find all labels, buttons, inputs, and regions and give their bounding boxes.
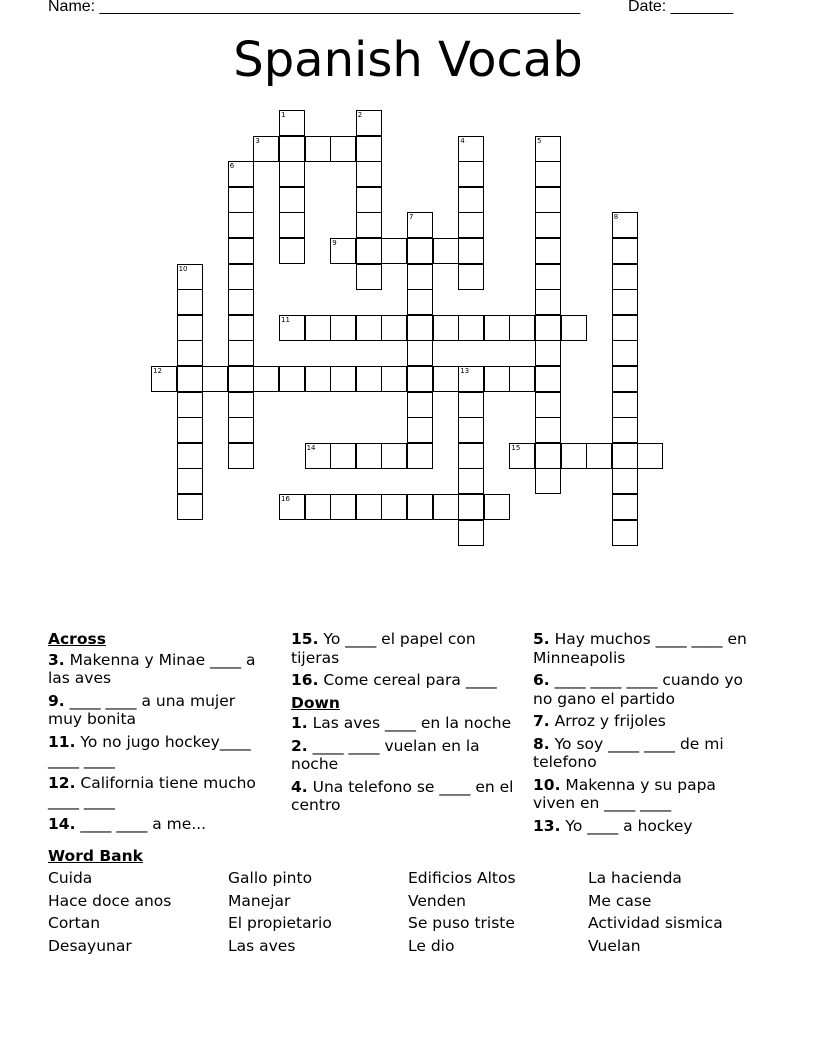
- clue-text: Makenna y Minae ____ a las aves: [48, 650, 256, 687]
- clue-down-10: [533, 776, 758, 813]
- clue-number: 13.: [533, 816, 561, 835]
- clue-text: Yo ____ el papel con tijeras: [291, 630, 476, 667]
- crossword-cell: [177, 392, 203, 418]
- word-bank-item: Las aves: [228, 936, 296, 955]
- crossword-cell: [279, 161, 305, 187]
- crossword-cell: [356, 238, 382, 264]
- crossword-cell: [407, 494, 433, 520]
- crossword-cell: [612, 315, 638, 341]
- crossword-cell: [279, 366, 305, 392]
- crossword-cell: [407, 443, 433, 469]
- crossword-cell: [228, 161, 254, 187]
- word-bank-item: Vuelan: [588, 936, 641, 955]
- crossword-cell: [612, 443, 638, 469]
- clue-text: Arroz y frijoles: [554, 712, 666, 730]
- crossword-cell: [177, 443, 203, 469]
- clue-text: Yo ____ a hockey: [565, 816, 693, 835]
- crossword-cell: [279, 494, 305, 520]
- clue-across-12: [48, 774, 273, 811]
- word-bank: [48, 869, 768, 955]
- clues-column-3: [533, 630, 758, 839]
- clue-number: 9.: [48, 691, 65, 710]
- clue-text: Yo no jugo hockey____ ____ ____: [48, 732, 251, 769]
- crossword-cell: [177, 366, 203, 392]
- crossword-cell: [433, 366, 459, 392]
- crossword-cell: [381, 366, 407, 392]
- crossword-cell: [484, 315, 510, 341]
- clue-number: 10.: [533, 775, 561, 794]
- crossword-cell: [177, 340, 203, 366]
- crossword-cell: [433, 238, 459, 264]
- clue-number-label: 5: [537, 136, 542, 145]
- crossword-cell: [381, 238, 407, 264]
- clue-text: Makenna y su papa viven en ____ ____: [533, 775, 716, 812]
- crossword-cell: [637, 443, 663, 469]
- word-bank-item: Venden: [408, 891, 466, 910]
- crossword-cell: [356, 187, 382, 213]
- crossword-cell: [305, 366, 331, 392]
- crossword-cell: [612, 392, 638, 418]
- crossword-cell: [612, 520, 638, 546]
- crossword-cell: [458, 136, 484, 162]
- crossword-cell: [535, 161, 561, 187]
- crossword-cell: [356, 315, 382, 341]
- crossword-cell: [407, 289, 433, 315]
- clue-down-2: [291, 737, 516, 774]
- clue-number: 5.: [533, 630, 550, 648]
- crossword-cell: [407, 417, 433, 443]
- crossword-cell: [535, 212, 561, 238]
- crossword-cell: [356, 161, 382, 187]
- crossword-cell: [458, 520, 484, 546]
- clue-across-3: [48, 651, 273, 688]
- clue-number: 11.: [48, 732, 76, 751]
- crossword-cell: [381, 443, 407, 469]
- crossword-cell: [279, 212, 305, 238]
- name-field: Name: ______________________________________________________: [48, 0, 581, 15]
- clue-text: Las aves ____ en la noche: [312, 714, 512, 732]
- crossword-cell: [458, 238, 484, 264]
- clue-number-label: 14: [306, 443, 316, 452]
- clue-text: ____ ____ ____ cuando yo no gano el partido: [533, 671, 743, 708]
- crossword-cell: [228, 264, 254, 290]
- crossword-cell: [305, 443, 331, 469]
- crossword-cell: [535, 468, 561, 494]
- crossword-cell: [305, 494, 331, 520]
- clue-number: 8.: [533, 734, 550, 753]
- crossword-cell: [433, 494, 459, 520]
- crossword-cell: [458, 366, 484, 392]
- crossword-cell: [177, 289, 203, 315]
- date-field: Date: _______: [628, 0, 733, 15]
- crossword-cell: [561, 443, 587, 469]
- crossword-cell: [228, 238, 254, 264]
- crossword-cell: [612, 417, 638, 443]
- clue-across-15: [291, 630, 516, 667]
- crossword-cell: [228, 212, 254, 238]
- clue-number: 14.: [48, 814, 76, 833]
- crossword-cell: [509, 366, 535, 392]
- word-bank-item: Actividad sismica: [588, 914, 723, 932]
- word-bank-heading: Word Bank: [48, 847, 143, 865]
- clue-number: 2.: [291, 736, 308, 755]
- crossword-cell: [535, 417, 561, 443]
- crossword-cell: [356, 136, 382, 162]
- crossword-cell: [228, 187, 254, 213]
- crossword-cell: [356, 264, 382, 290]
- crossword-cell: [330, 494, 356, 520]
- crossword-cell: [279, 136, 305, 162]
- crossword-cell: [407, 212, 433, 238]
- clue-number-label: 2: [357, 111, 363, 119]
- clue-text: California tiene mucho ____ ____: [48, 773, 256, 810]
- crossword-cell: [535, 392, 561, 418]
- crossword-cell: [330, 443, 356, 469]
- clue-down-7: [533, 712, 758, 731]
- word-bank-item: Se puso triste: [408, 914, 515, 932]
- crossword-cell: [535, 264, 561, 290]
- clue-across-14: [48, 815, 273, 834]
- crossword-cell: [330, 136, 356, 162]
- crossword-cell: [381, 494, 407, 520]
- crossword-cell: [407, 238, 433, 264]
- crossword-cell: [509, 443, 535, 469]
- crossword-cell: [407, 264, 433, 290]
- clue-text: ____ ____ a me...: [80, 814, 207, 833]
- down-heading: Down: [291, 693, 340, 712]
- clue-number: 7.: [533, 712, 550, 730]
- word-bank-item: Cortan: [48, 914, 101, 932]
- clue-number: 12.: [48, 773, 76, 792]
- crossword-cell: [458, 494, 484, 520]
- page-title: Spanish Vocab: [233, 32, 583, 88]
- crossword-cell: [612, 468, 638, 494]
- clue-across-9: [48, 692, 273, 729]
- crossword-cell: [535, 443, 561, 469]
- crossword-cell: [535, 289, 561, 315]
- crossword-cell: [279, 187, 305, 213]
- crossword-cell: [458, 417, 484, 443]
- word-bank-item: Manejar: [228, 891, 291, 910]
- word-bank-item: El propietario: [228, 914, 332, 932]
- crossword-cell: [228, 417, 254, 443]
- crossword-cell: [484, 494, 510, 520]
- crossword-cell: [228, 392, 254, 418]
- crossword-cell: [612, 264, 638, 290]
- crossword-cell: [612, 212, 638, 238]
- clue-number: 6.: [533, 671, 550, 689]
- clue-text: ____ ____ vuelan en la noche: [291, 736, 480, 773]
- clue-number-label: 12: [153, 367, 162, 375]
- crossword-cell: [407, 340, 433, 366]
- clues-column-1: [48, 630, 273, 837]
- crossword-cell: [279, 110, 305, 136]
- clue-number-label: 6: [229, 162, 235, 171]
- crossword-cell: [356, 494, 382, 520]
- clue-number: 16.: [291, 671, 319, 689]
- word-bank-item: La hacienda: [588, 869, 682, 887]
- crossword-cell: [253, 366, 279, 392]
- clue-down-4: [291, 778, 516, 815]
- crossword-cell: [561, 315, 587, 341]
- crossword-cell: [356, 443, 382, 469]
- crossword-cell: [305, 315, 331, 341]
- across-heading: Across: [48, 630, 106, 648]
- clue-text: Come cereal para ____: [323, 671, 497, 689]
- crossword-cell: [228, 443, 254, 469]
- clue-number-label: 1: [281, 111, 286, 119]
- crossword-cell: [177, 417, 203, 443]
- clue-down-8: [533, 735, 758, 772]
- word-bank-item: Edificios Altos: [408, 869, 516, 887]
- clue-number-label: 4: [460, 136, 465, 145]
- crossword-cell: [407, 392, 433, 418]
- crossword-cell: [356, 366, 382, 392]
- clue-number-label: 16: [281, 495, 290, 503]
- crossword-cell: [535, 340, 561, 366]
- crossword-cell: [509, 315, 535, 341]
- clue-down-6: [533, 671, 758, 708]
- crossword-cell: [407, 315, 433, 341]
- clue-number: 15.: [291, 630, 319, 648]
- clue-across-16: [291, 671, 516, 690]
- crossword-cell: [177, 494, 203, 520]
- crossword-cell: [407, 366, 433, 392]
- crossword-cell: [458, 468, 484, 494]
- clue-down-1: [291, 714, 516, 733]
- word-bank-item: Gallo pinto: [228, 869, 313, 887]
- crossword-cell: [458, 264, 484, 290]
- crossword-cell: [612, 494, 638, 520]
- clue-number-label: 11: [281, 315, 290, 324]
- clue-number: 3.: [48, 650, 65, 669]
- crossword-cell: [228, 340, 254, 366]
- crossword-cell: [612, 340, 638, 366]
- crossword-cell: [279, 315, 305, 341]
- clue-number-label: 10: [178, 264, 188, 273]
- crossword-cell: [228, 366, 254, 392]
- clue-down-5: [533, 630, 758, 667]
- crossword-cell: [356, 110, 382, 136]
- crossword-cell: [535, 366, 561, 392]
- crossword-cell: [253, 136, 279, 162]
- clue-text: ____ ____ a una mujer muy bonita: [48, 691, 236, 728]
- clue-number-label: 7: [409, 213, 414, 222]
- crossword-cell: [612, 289, 638, 315]
- clue-number-label: 3: [255, 136, 260, 145]
- clue-number: 4.: [291, 777, 308, 796]
- clues-column-2: [291, 630, 516, 819]
- crossword-cell: [330, 315, 356, 341]
- crossword-cell: [535, 136, 561, 162]
- crossword-cell: [356, 212, 382, 238]
- crossword-cell: [330, 238, 356, 264]
- crossword-cell: [228, 289, 254, 315]
- clue-text: Una telefono se ____ en el centro: [291, 777, 514, 814]
- crossword-cell: [177, 468, 203, 494]
- crossword-cell: [458, 212, 484, 238]
- clue-text: Hay muchos ____ ____ en Minneapolis: [533, 630, 747, 667]
- crossword-cell: [535, 315, 561, 341]
- clue-down-13: [533, 817, 758, 836]
- crossword-cell: [612, 238, 638, 264]
- word-bank-item: Le dio: [408, 936, 455, 955]
- crossword-cell: [612, 366, 638, 392]
- clue-number-label: 8: [613, 213, 619, 222]
- crossword-cell: [177, 315, 203, 341]
- crossword-cell: [586, 443, 612, 469]
- clue-across-11: [48, 733, 273, 770]
- word-bank-item: Hace doce anos: [48, 891, 172, 910]
- clue-text: Yo soy ____ ____ de mi telefono: [533, 734, 724, 771]
- crossword-cell: [458, 187, 484, 213]
- word-bank-item: Cuida: [48, 869, 93, 887]
- word-bank-item: Desayunar: [48, 936, 132, 955]
- word-bank-item: Me case: [588, 891, 652, 910]
- crossword-cell: [433, 315, 459, 341]
- crossword-cell: [202, 366, 228, 392]
- crossword-cell: [305, 136, 331, 162]
- clue-number-label: 15: [511, 443, 521, 452]
- crossword-cell: [177, 264, 203, 290]
- crossword-cell: [228, 315, 254, 341]
- crossword-cell: [458, 161, 484, 187]
- crossword-cell: [535, 187, 561, 213]
- crossword-cell: [151, 366, 177, 392]
- crossword-cell: [330, 366, 356, 392]
- clue-number: 1.: [291, 714, 308, 732]
- clue-number-label: 9: [332, 239, 337, 247]
- crossword-cell: [458, 443, 484, 469]
- clue-number-label: 13: [460, 367, 470, 375]
- crossword-cell: [535, 238, 561, 264]
- crossword-cell: [458, 392, 484, 418]
- crossword-cell: [484, 366, 510, 392]
- crossword-cell: [279, 238, 305, 264]
- crossword-cell: [381, 315, 407, 341]
- crossword-cell: [458, 315, 484, 341]
